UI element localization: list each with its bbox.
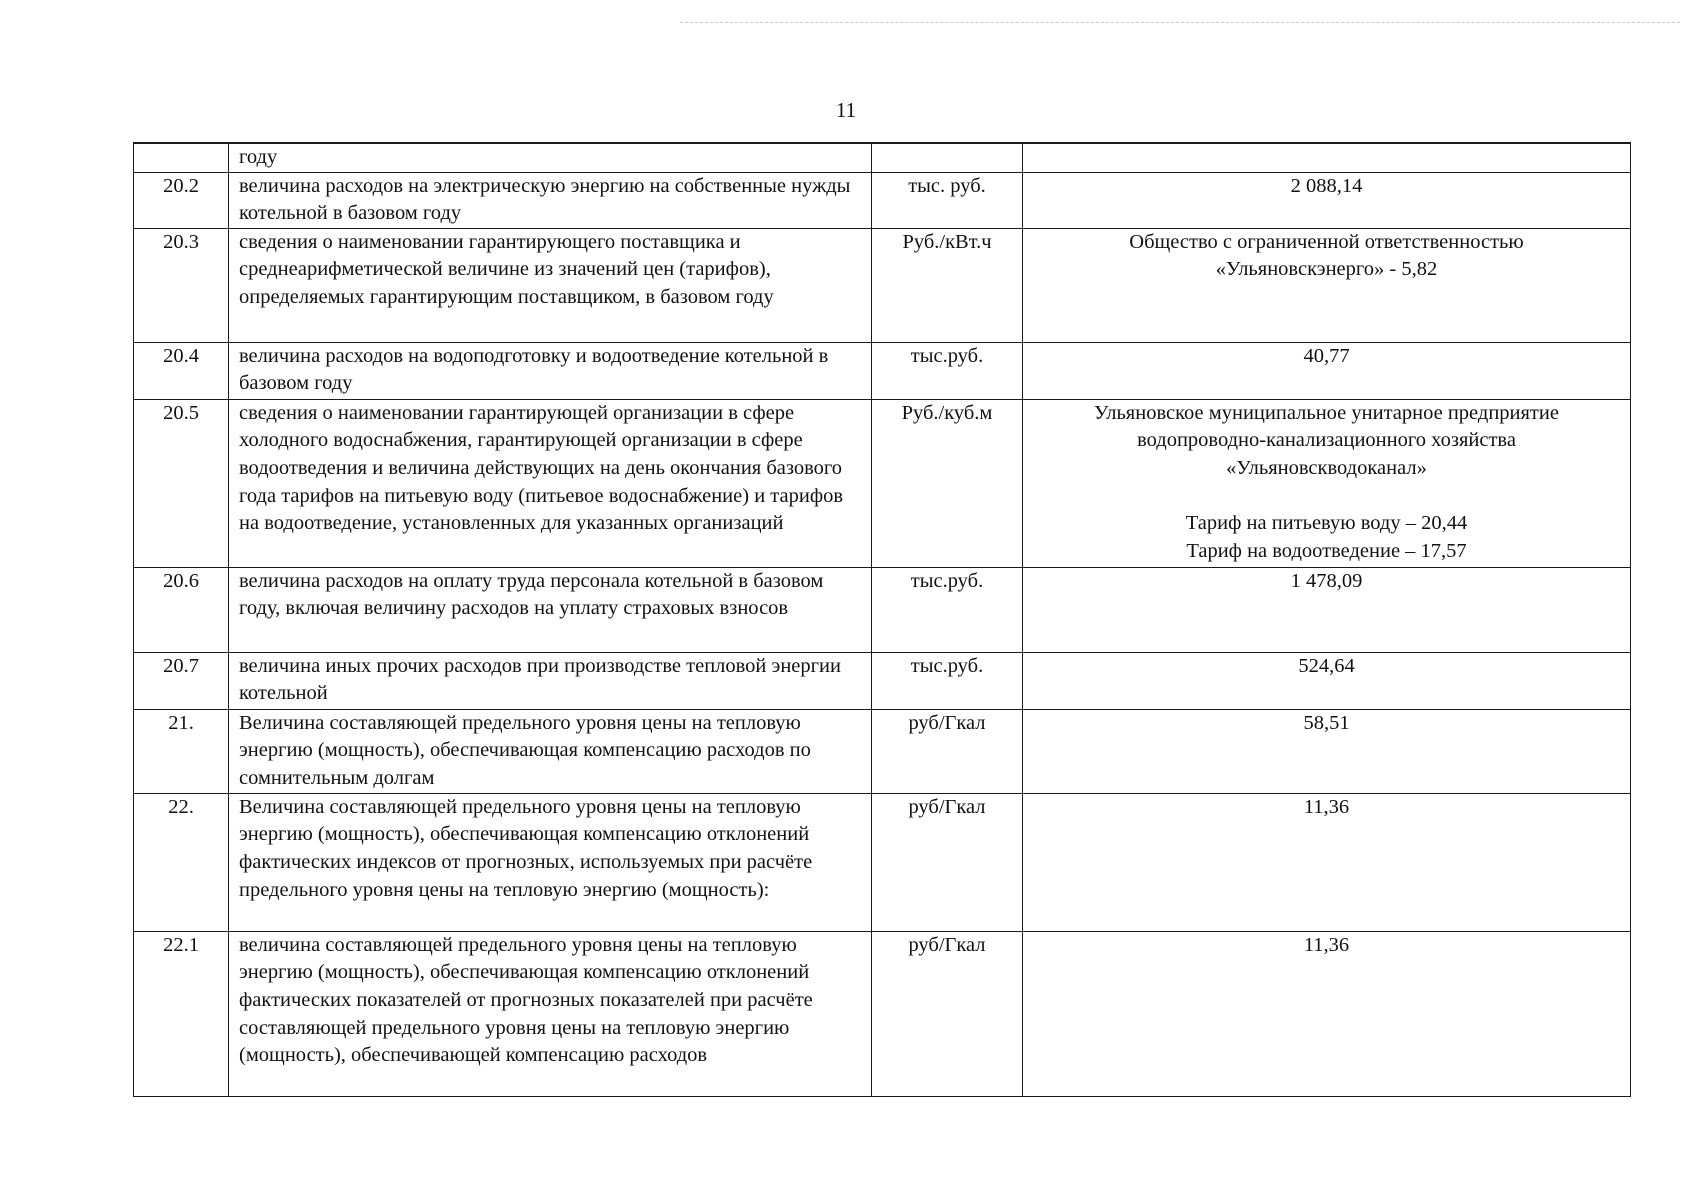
row-description: величина расходов на водоподготовку и водоотведение котельной в базовом году — [229, 342, 872, 399]
row-unit: Руб./кВт.ч — [872, 228, 1023, 342]
value-line: 1 478,09 — [1290, 569, 1363, 592]
row-number: 20.5 — [134, 399, 229, 567]
row-number: 21. — [134, 709, 229, 793]
row-description: величина расходов на электрическую энергию на собственные нужды котельной в базовом году — [229, 172, 872, 228]
row-unit: тыс.руб. — [872, 652, 1023, 709]
page-number: 11 — [835, 98, 857, 122]
row-description: Величина составляющей предельного уровня цены на тепловую энергию (мощность), обеспечивающая компенсацию отклонений фактических индексов от прогнозных, используемых при расчёте предельного уровня цены на тепловую энергию (мощность): — [229, 793, 872, 931]
value-line: 58,51 — [1303, 711, 1350, 734]
value-line: водопроводно-канализационного хозяйства — [1137, 429, 1516, 452]
scan-artifact-line — [680, 22, 1680, 23]
row-unit: тыс. руб. — [872, 172, 1023, 228]
value-line: 11,36 — [1303, 795, 1350, 818]
row-unit: тыс.руб. — [872, 342, 1023, 399]
row-number: 20.4 — [134, 342, 229, 399]
table-row — [134, 652, 1631, 709]
row-description: сведения о наименовании гарантирующего поставщика и среднеарифметической величине из значений цен (тарифов), определяемых гарантирующим поставщиком, в базовом году — [229, 228, 872, 342]
row-value — [1023, 228, 1631, 342]
row-description: году — [229, 143, 872, 172]
row-value — [1023, 172, 1631, 228]
row-unit: тыс.руб. — [872, 567, 1023, 652]
table-row — [134, 793, 1631, 931]
row-value — [1023, 931, 1631, 1096]
row-unit: руб/Гкал — [872, 793, 1023, 931]
table-row — [134, 931, 1631, 1096]
row-unit — [872, 143, 1023, 172]
tariff-table-body — [134, 143, 1631, 1096]
row-value — [1023, 399, 1631, 567]
row-value — [1023, 652, 1631, 709]
row-description: Величина составляющей предельного уровня цены на тепловую энергию (мощность), обеспечивающая компенсацию расходов по сомнительным долгам — [229, 709, 872, 793]
row-number: 22. — [134, 793, 229, 931]
value-line: Тариф на водоотведение – 17,57 — [1186, 539, 1467, 562]
table-row — [134, 399, 1631, 567]
value-line: 40,77 — [1303, 344, 1350, 367]
row-number: 20.7 — [134, 652, 229, 709]
table-row — [134, 228, 1631, 342]
row-value — [1023, 567, 1631, 652]
table-row — [134, 342, 1631, 399]
tariff-table — [133, 142, 1631, 1097]
row-unit: руб/Гкал — [872, 709, 1023, 793]
row-number: 20.2 — [134, 172, 229, 228]
value-line: 524,64 — [1298, 654, 1355, 677]
value-line: Тариф на питьевую воду – 20,44 — [1185, 512, 1468, 535]
value-line: 2 088,14 — [1290, 174, 1363, 197]
table-row — [134, 172, 1631, 228]
value-line: 11,36 — [1303, 933, 1350, 956]
row-description: величина расходов на оплату труда персонала котельной в базовом году, включая величину расходов на уплату страховых взносов — [229, 567, 872, 652]
value-spacer — [1027, 483, 1626, 511]
table-row — [134, 567, 1631, 652]
row-value — [1023, 342, 1631, 399]
row-number: 20.3 — [134, 228, 229, 342]
row-unit: Руб./куб.м — [872, 399, 1023, 567]
row-value — [1023, 143, 1631, 172]
row-description: сведения о наименовании гарантирующей организации в сфере холодного водоснабжения, гарантирующей организации в сфере водоотведения и величина действующих на день окончания базового года тарифов на питьевую воду (питьевое водоснабжение) и тарифов на водоотведение, установленных для указанных организаций — [229, 399, 872, 567]
value-line: «Ульяновскэнерго» - 5,82 — [1215, 258, 1438, 281]
row-number: 20.6 — [134, 567, 229, 652]
row-value — [1023, 709, 1631, 793]
value-line: «Ульяновскводоканал» — [1226, 456, 1427, 479]
row-value — [1023, 793, 1631, 931]
row-unit: руб/Гкал — [872, 931, 1023, 1096]
table-row — [134, 143, 1631, 172]
row-number: 22.1 — [134, 931, 229, 1096]
value-line: Общество с ограниченной ответственностью — [1129, 230, 1524, 253]
value-line: Ульяновское муниципальное унитарное предприятие — [1094, 401, 1559, 424]
row-description: величина составляющей предельного уровня цены на тепловую энергию (мощность), обеспечивающая компенсацию отклонений фактических показателей от прогнозных показателей при расчёте составляющей предельного уровня цены на тепловую энергию (мощность), обеспечивающей компенсацию расходов — [229, 931, 872, 1096]
row-description: величина иных прочих расходов при производстве тепловой энергии котельной — [229, 652, 872, 709]
row-number — [134, 143, 229, 172]
table-row — [134, 709, 1631, 793]
